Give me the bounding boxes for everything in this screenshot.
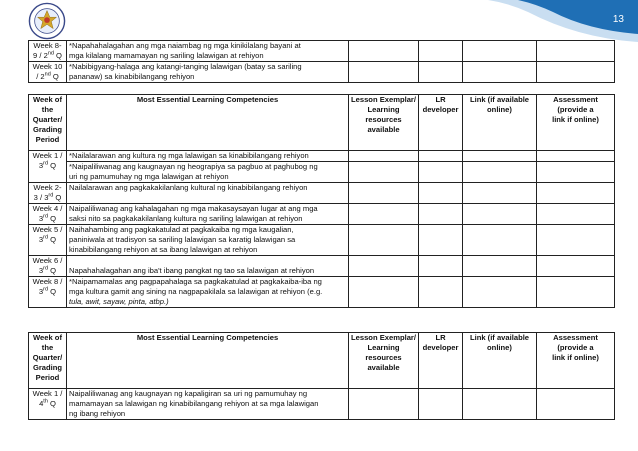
week-cell: Week 1 / 4th Q xyxy=(29,389,67,420)
competency-cell: *Naipamamalas ang pagpapahalaga sa pagkakatulad at pagkakaiba-iba ng mga kultura gamit ang sining na nagpapakilala sa lalawigan at rehiyon (e.g. tula, awit, sayaw, pinta, atbp.) xyxy=(67,277,349,308)
header-week: Week of the Quarter/ Grading Period xyxy=(29,95,67,151)
header-row xyxy=(29,333,615,389)
table-row xyxy=(29,277,615,308)
table-row xyxy=(29,256,615,277)
competency-cell: *Naipaliliwanag ang kaugnayan ng heograpiya sa pagbuo at paghubog ng uri ng pamumuhay ng mga lalawigan at rehiyon xyxy=(67,162,349,183)
week-cell: Week 8- 9 / 2nd Q xyxy=(29,41,67,62)
table-row xyxy=(29,183,615,204)
header-link: Link (if available online) xyxy=(463,333,537,389)
header-exemplar: Lesson Exemplar/ Learning resources available xyxy=(349,95,419,151)
table-row xyxy=(29,62,615,83)
quarter4-table xyxy=(28,332,615,420)
header-row xyxy=(29,95,615,151)
week-cell: Week 8 / 3rd Q xyxy=(29,277,67,308)
header-exemplar: Lesson Exemplar/ Learning resources available xyxy=(349,333,419,389)
table-row xyxy=(29,225,615,256)
week-cell: Week 1 / 3rd Q xyxy=(29,151,67,183)
table-row xyxy=(29,162,615,183)
header-assessment: Assessment (provide a link if online) xyxy=(537,333,615,389)
page-number: 13 xyxy=(612,14,624,25)
competency-cell: Napahahalagahan ang iba't ibang pangkat ng tao sa lalawigan at rehiyon xyxy=(67,256,349,277)
week-cell: Week 4 / 3rd Q xyxy=(29,204,67,225)
deped-seal-logo xyxy=(28,2,66,40)
competency-cell: Naipaliliwanag ang kaugnayan ng kapaligiran sa uri ng pamumuhay ng mamamayan sa lalawigan ng kinabibilangang rehiyon at sa mga lalawigan ng ibang rehiyon xyxy=(67,389,349,420)
competency-cell: *Nabibigyang-halaga ang katangi-tanging lalawigan (batay sa sariling pananaw) sa kinabibilangang rehiyon xyxy=(67,62,349,83)
quarter3-table xyxy=(28,94,615,308)
header-lr: LR developer xyxy=(419,95,463,151)
competency-cell: Naihahambing ang pagkakatulad at pagkakaiba ng mga kaugalian, paniniwala at tradisyon sa sariling lalawigan sa karatig lalawigan sa kinabibilangang rehiyon at sa ibang lalawigan at rehiyon xyxy=(67,225,349,256)
competency-cell: Naipaliliwanag ang kahalagahan ng mga makasaysayan lugar at ang mga saksi nito sa pagkakakilanlang kultura ng sariling lalawigan at rehiyon xyxy=(67,204,349,225)
week-cell: Week 2- 3 / 3rd Q xyxy=(29,183,67,204)
header-link: Link (if available online) xyxy=(463,95,537,151)
competency-cell: *Napahahalagahan ang mga naiambag ng mga kinikilalang bayani at mga kilalang mamamayan ng sariling lalawigan at rehiyon xyxy=(67,41,349,62)
week-cell: Week 5 / 3rd Q xyxy=(29,225,67,256)
week-cell: Week 10 / 2nd Q xyxy=(29,62,67,83)
table-row xyxy=(29,151,615,162)
header-melc: Most Essential Learning Competencies xyxy=(67,95,349,151)
header-week: Week of the Quarter/ Grading Period xyxy=(29,333,67,389)
header-assessment: Assessment (provide a link if online) xyxy=(537,95,615,151)
week-cell: Week 6 / 3rd Q xyxy=(29,256,67,277)
table-row xyxy=(29,204,615,225)
competency-cell: Nailalarawan ang pagkakakilanlang kultural ng kinabibilangang rehiyon xyxy=(67,183,349,204)
header-melc: Most Essential Learning Competencies xyxy=(67,333,349,389)
continuation-table xyxy=(28,40,615,83)
table-row xyxy=(29,389,615,420)
table-row xyxy=(29,41,615,62)
competency-cell: *Nailalarawan ang kultura ng mga lalawigan sa kinabibilangang rehiyon xyxy=(67,151,349,162)
header-lr: LR developer xyxy=(419,333,463,389)
